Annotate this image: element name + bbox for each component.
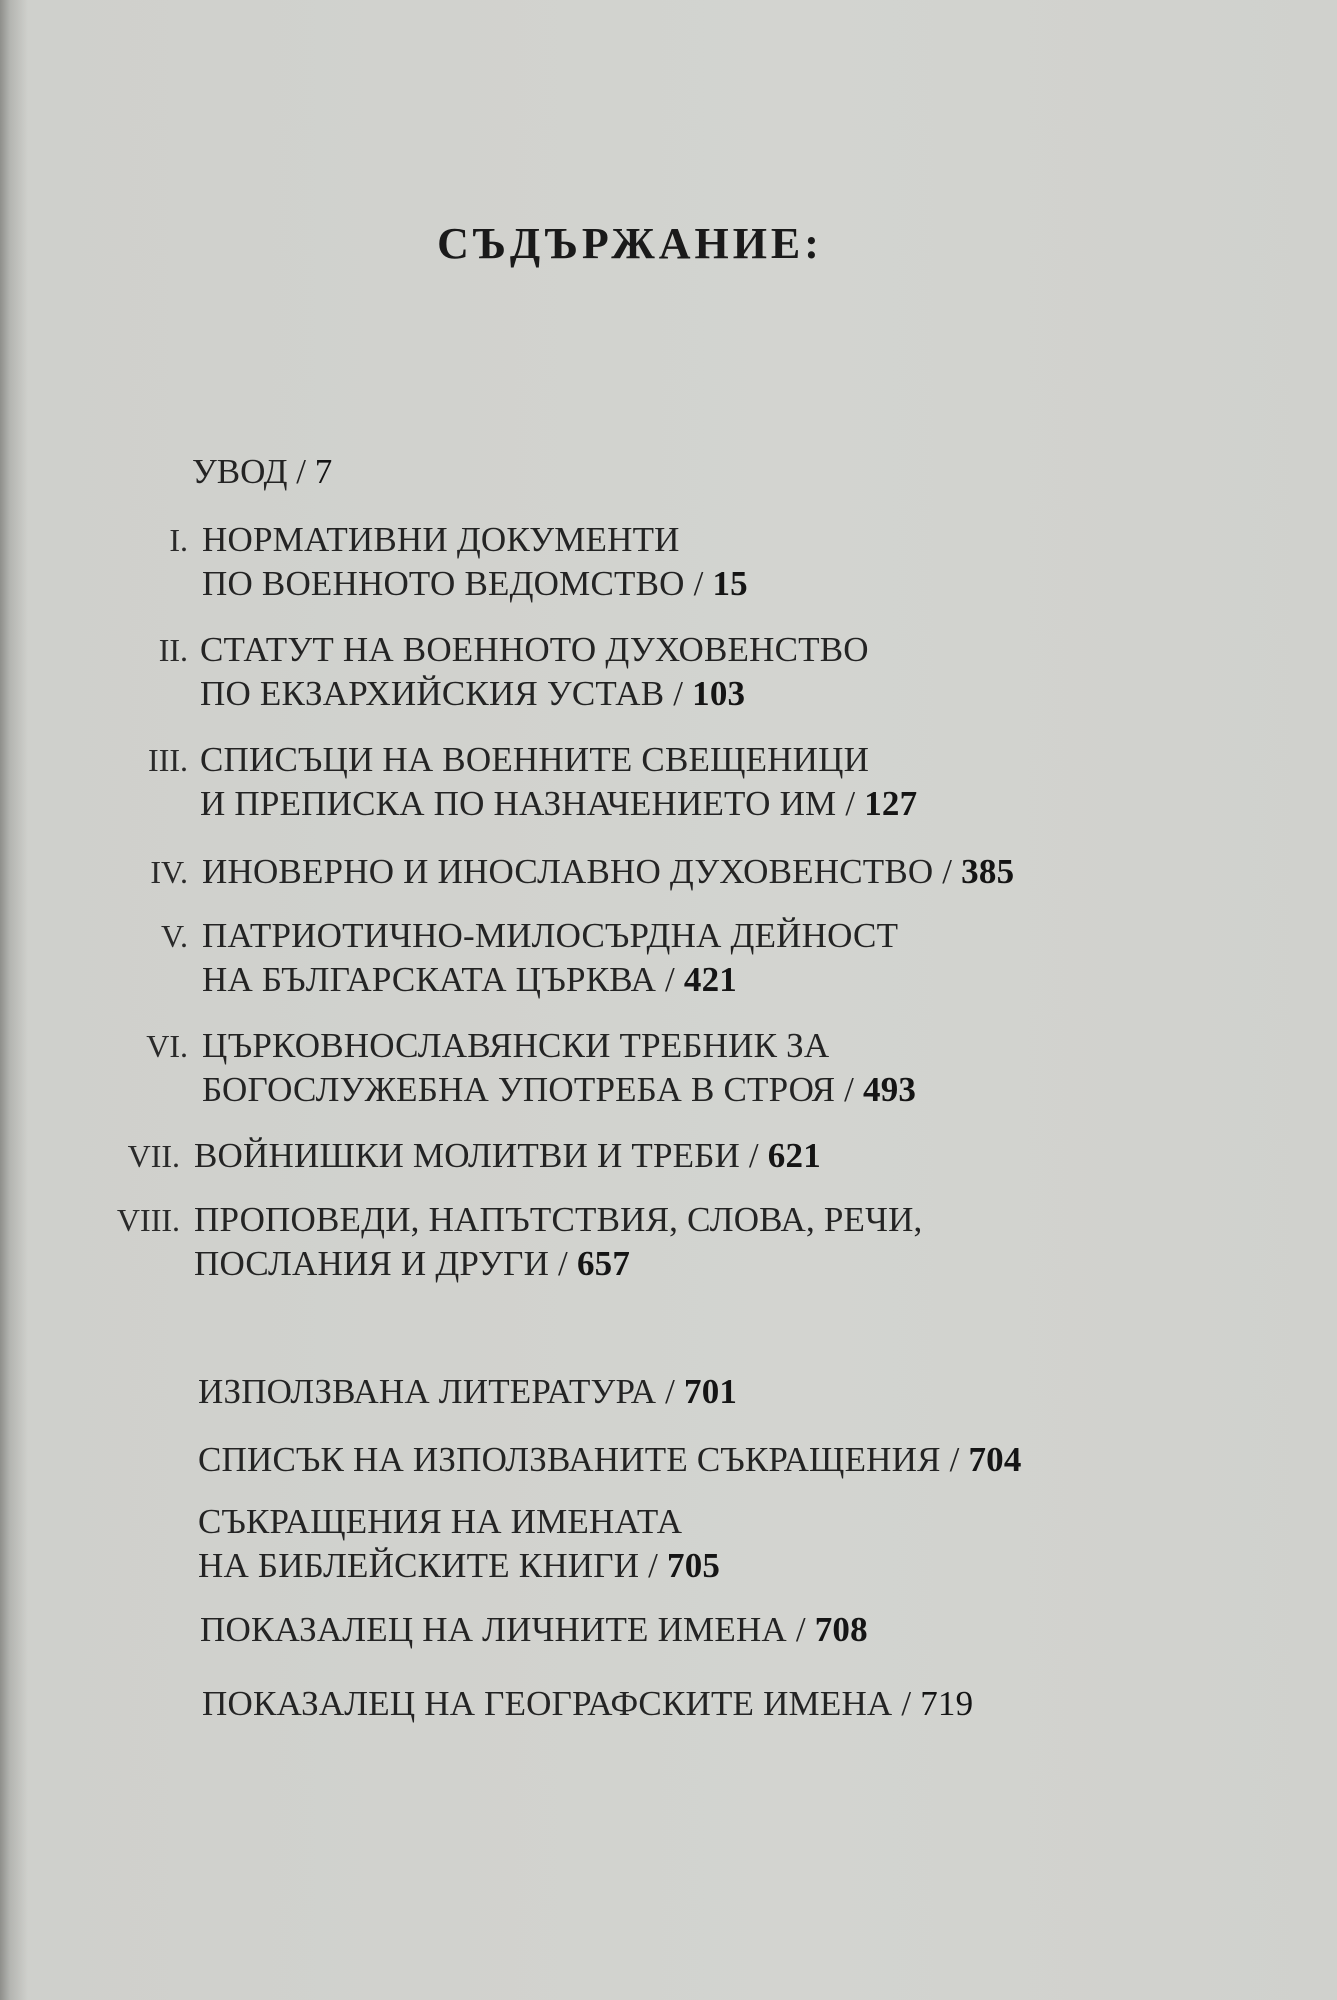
chapter-number: VIII. [116, 1202, 180, 1238]
toc-entry-line: СПИСЪК НА ИЗПОЛЗВАНИТЕ СЪКРАЩЕНИЯ [198, 1440, 941, 1479]
toc-entry-line: ПОСЛАНИЯ И ДРУГИ [194, 1244, 550, 1283]
toc-separator: / [835, 1070, 863, 1109]
toc-page-number: 493 [863, 1070, 917, 1109]
toc-page-number: 103 [692, 674, 746, 713]
toc-entry-line: ЦЪРКОВНОСЛАВЯНСКИ ТРЕБНИК ЗА [202, 1026, 830, 1065]
toc-entry-literature [198, 1370, 737, 1414]
toc-separator: / [892, 1684, 921, 1723]
toc-separator: / [287, 452, 315, 491]
toc-separator: / [549, 1244, 577, 1283]
chapter-number: VI. [146, 1028, 188, 1064]
toc-separator: / [836, 784, 865, 823]
toc-entry-line: ПОКАЗАЛЕЦ НА ЛИЧНИТЕ ИМЕНА [200, 1610, 787, 1649]
toc-page-number: 385 [961, 852, 1015, 891]
toc-entry-geographic-names-index [202, 1682, 973, 1726]
toc-entry-line: НА БИБЛЕЙСКИТЕ КНИГИ [198, 1546, 640, 1585]
toc-entry-line: БОГОСЛУЖЕБНА УПОТРЕБА В СТРОЯ [202, 1070, 836, 1109]
toc-page-number: 657 [576, 1244, 631, 1283]
chapter-number: III. [148, 742, 188, 778]
toc-entry-line: И ПРЕПИСКА ПО НАЗНАЧЕНИЕТО ИМ [200, 784, 837, 823]
toc-entry-abbreviations-list [198, 1438, 1022, 1482]
toc-entry-line: НОРМАТИВНИ ДОКУМЕНТИ [202, 520, 680, 559]
toc-page-number: 7 [314, 452, 333, 491]
toc-page-number: 708 [814, 1610, 868, 1649]
toc-entry-line: ПРОПОВЕДИ, НАПЪТСТВИЯ, СЛОВА, РЕЧИ, [194, 1200, 923, 1239]
toc-entry-line: НА БЪЛГАРСКАТА ЦЪРКВА [202, 960, 657, 999]
toc-entry-line: СЪКРАЩЕНИЯ НА ИМЕНАТА [198, 1502, 683, 1541]
chapter-number: VII. [127, 1138, 180, 1174]
toc-page-number: 704 [968, 1440, 1022, 1479]
toc-entry-line: ИЗПОЛЗВАНА ЛИТЕРАТУРА [198, 1372, 657, 1411]
toc-separator: / [664, 674, 693, 713]
toc-separator: / [656, 1372, 685, 1411]
toc-page-number: 127 [864, 784, 918, 823]
toc-entry-line: ИНОВЕРНО И ИНОСЛАВНО ДУХОВЕНСТВО [202, 852, 934, 891]
chapter-number: IV. [150, 854, 188, 890]
toc-entry-line: ПО ВОЕННОТО ВЕДОМСТВО [202, 564, 685, 603]
chapter-number: I. [169, 522, 188, 558]
toc-entry-line: СТАТУТ НА ВОЕННОТО ДУХОВЕНСТВО [200, 630, 869, 669]
toc-entry-personal-names-index [200, 1608, 868, 1652]
toc-entry-line: СПИСЪЦИ НА ВОЕННИТЕ СВЕЩЕНИЦИ [200, 740, 870, 779]
toc-separator: / [656, 960, 684, 999]
toc-page-number: 621 [767, 1136, 821, 1175]
toc-separator: / [639, 1546, 668, 1585]
chapter-number: II. [158, 632, 188, 668]
toc-separator: / [933, 852, 962, 891]
toc-entry-intro [192, 450, 332, 494]
toc-separator: / [940, 1440, 969, 1479]
toc-separator: / [739, 1136, 768, 1175]
toc-entry-line: ПОКАЗАЛЕЦ НА ГЕОГРАФСКИТЕ ИМЕНА [202, 1684, 893, 1723]
toc-entry-line: ПО ЕКЗАРХИЙСКИЯ УСТАВ [200, 674, 665, 713]
toc-entry-label: УВОД [192, 452, 288, 491]
toc-entry-line: ПАТРИОТИЧНО-МИЛОСЪРДНА ДЕЙНОСТ [202, 916, 899, 955]
toc-separator: / [684, 564, 713, 603]
toc-entry-bible-abbreviations [198, 1500, 720, 1588]
toc-page-number: 15 [712, 564, 748, 603]
toc-page-number: 705 [667, 1546, 721, 1585]
chapter-number: V. [161, 918, 188, 954]
toc-entry-line: ВОЙНИШКИ МОЛИТВИ И ТРЕБИ [194, 1136, 740, 1175]
toc-page-number: 421 [683, 960, 738, 999]
page-title: СЪДЪРЖАНИЕ: [437, 219, 823, 268]
toc-page-number: 701 [684, 1372, 738, 1411]
toc-page-number: 719 [920, 1684, 974, 1723]
toc-separator: / [786, 1610, 815, 1649]
